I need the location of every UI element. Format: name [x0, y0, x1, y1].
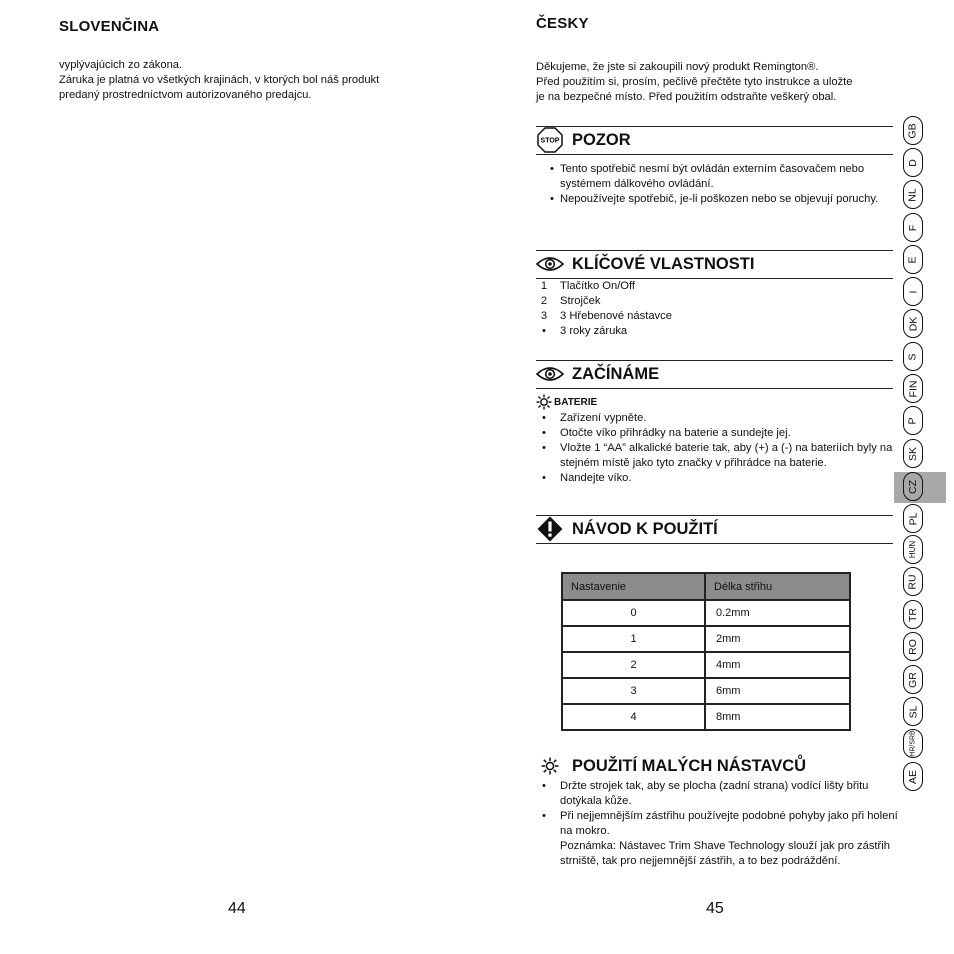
table-cell: 1 — [562, 626, 705, 652]
section-title-instructions — [536, 517, 718, 541]
table-row — [562, 652, 850, 678]
table-cell: 8mm — [705, 704, 850, 730]
attachments-list — [536, 779, 898, 869]
left-page-text — [59, 58, 439, 103]
section-title-text: NÁVOD K POUŽITÍ — [572, 519, 718, 538]
features-list — [536, 279, 886, 339]
table-cell: 0 — [562, 600, 705, 626]
list-item: • 3 roky záruka — [542, 325, 628, 337]
tab-hr-srb[interactable]: HR/SRB — [903, 729, 923, 758]
tab-tr[interactable]: TR — [903, 600, 923, 629]
table-cell: 2mm — [705, 626, 850, 652]
table-row — [562, 626, 850, 652]
stop-icon-label: STOP — [540, 137, 560, 145]
exclamation-icon — [536, 517, 564, 541]
list-item: • Tento spotřebič nesmí být ovládán externím časovačem nebo systémem dálkového ovládání. — [550, 163, 865, 190]
page-number-right: 45 — [706, 900, 724, 917]
text-line: predaný prostredníctvom autorizovaného predajcu. — [59, 89, 312, 101]
left-page-heading: SLOVENČINA — [59, 18, 160, 35]
list-item: 2 Strojček — [540, 295, 601, 307]
tab-sl[interactable]: SL — [903, 697, 923, 726]
table-row — [562, 704, 850, 730]
table-cell: 3 — [562, 678, 705, 704]
tab-d[interactable]: D — [903, 148, 923, 177]
tab-sk[interactable]: SK — [903, 439, 923, 468]
section-rule — [536, 126, 893, 127]
section-title-text: KLÍČOVÉ VLASTNOSTI — [572, 254, 755, 273]
tab-i[interactable]: I — [903, 277, 923, 306]
list-item: • Zařízení vypněte. — [542, 412, 647, 424]
tab-s[interactable]: S — [903, 342, 923, 371]
list-item: • Při nejjemnějším zástřihu používejte podobné pohyby jako při holení na mokro. — [542, 810, 898, 837]
tab-ae[interactable]: AE — [903, 762, 923, 791]
list-item: • Vložte 1 “AA” alkalické baterie tak, aby (+) a (-) na bateriích byly na stejném místě jako tyto značky v přihrádce na baterie. — [542, 442, 893, 469]
sun-icon — [536, 394, 552, 410]
list-item: 3 3 Hřebenové nástavce — [540, 310, 672, 322]
table-row — [562, 678, 850, 704]
text-line: Záruka je platná vo všetkých krajinách, v ktorých bol náš produkt — [59, 74, 380, 86]
list-item: 1 Tlačítko On/Off — [540, 280, 636, 292]
note-item: Poznámka: Nástavec Trim Shave Technology slouží jak pro zástřih strniště, tak pro nejjemnější zástřih, a to bez podráždění. — [560, 840, 890, 867]
section-rule — [536, 360, 893, 361]
table-header: Délka střihu — [705, 573, 850, 600]
page-number-left: 44 — [228, 900, 246, 917]
tab-ru[interactable]: RU — [903, 567, 923, 596]
section-title-features — [536, 252, 754, 276]
text-line: je na bezpečné místo. Před použitím odstraňte veškerý obal. — [536, 91, 837, 103]
tab-p[interactable]: P — [903, 406, 923, 435]
intro-text — [536, 60, 896, 105]
table-header-row — [562, 573, 850, 600]
section-title-text: ZAČÍNÁME — [572, 364, 660, 383]
right-page-heading: ČESKY — [536, 15, 589, 32]
table-cell: 4 — [562, 704, 705, 730]
tab-dk[interactable]: DK — [903, 309, 923, 338]
tab-gr[interactable]: GR — [903, 665, 923, 694]
table-cell: 4mm — [705, 652, 850, 678]
sun-icon — [536, 754, 564, 778]
settings-table — [561, 572, 851, 731]
list-item: • Otočte víko přihrádky na baterie a sundejte jej. — [542, 427, 791, 439]
table-cell: 0.2mm — [705, 600, 850, 626]
text-line: Před použitím si, prosím, pečlivě přečtěte tyto instrukce a uložte — [536, 76, 853, 88]
tab-pl[interactable]: PL — [903, 504, 923, 533]
list-item: • Nandejte víko. — [542, 472, 632, 484]
table-row — [562, 600, 850, 626]
section-title-caution — [536, 128, 631, 152]
section-title-small-attachments — [536, 754, 806, 778]
stop-icon — [536, 128, 564, 152]
section-rule — [536, 543, 893, 544]
text-line: Děkujeme, že jste si zakoupili nový produkt Remington®. — [536, 61, 819, 73]
table-cell: 6mm — [705, 678, 850, 704]
eye-icon — [536, 362, 564, 386]
battery-list — [536, 411, 896, 486]
tab-fin[interactable]: FIN — [903, 374, 923, 403]
tab-f[interactable]: F — [903, 213, 923, 242]
caution-list — [548, 162, 896, 207]
tab-nl[interactable]: NL — [903, 180, 923, 209]
text-line: vyplývajúcich zo zákona. — [59, 59, 183, 71]
tab-hun[interactable]: HUN — [903, 535, 923, 564]
tab-gb[interactable]: GB — [903, 116, 923, 145]
battery-subheading — [536, 394, 597, 410]
section-rule — [536, 154, 893, 155]
section-title-text: POUŽITÍ MALÝCH NÁSTAVCŮ — [572, 756, 807, 775]
section-rule — [536, 250, 893, 251]
section-rule — [536, 515, 893, 516]
list-item: • Nepoužívejte spotřebič, je-li poškozen nebo se objevují poruchy. — [550, 193, 879, 205]
table-cell: 2 — [562, 652, 705, 678]
eye-icon — [536, 252, 564, 276]
section-title-text: POZOR — [572, 130, 631, 149]
list-item: • Držte strojek tak, aby se plocha (zadní strana) vodící lišty břitu dotýkala kůže. — [542, 780, 869, 807]
section-rule — [536, 388, 893, 389]
tab-cz[interactable]: CZ — [903, 472, 923, 501]
table-header: Nastavenie — [562, 573, 705, 600]
tab-e[interactable]: E — [903, 245, 923, 274]
section-title-getting-started — [536, 362, 659, 386]
subheading-text: BATERIE — [554, 396, 598, 408]
tab-ro[interactable]: RO — [903, 632, 923, 661]
